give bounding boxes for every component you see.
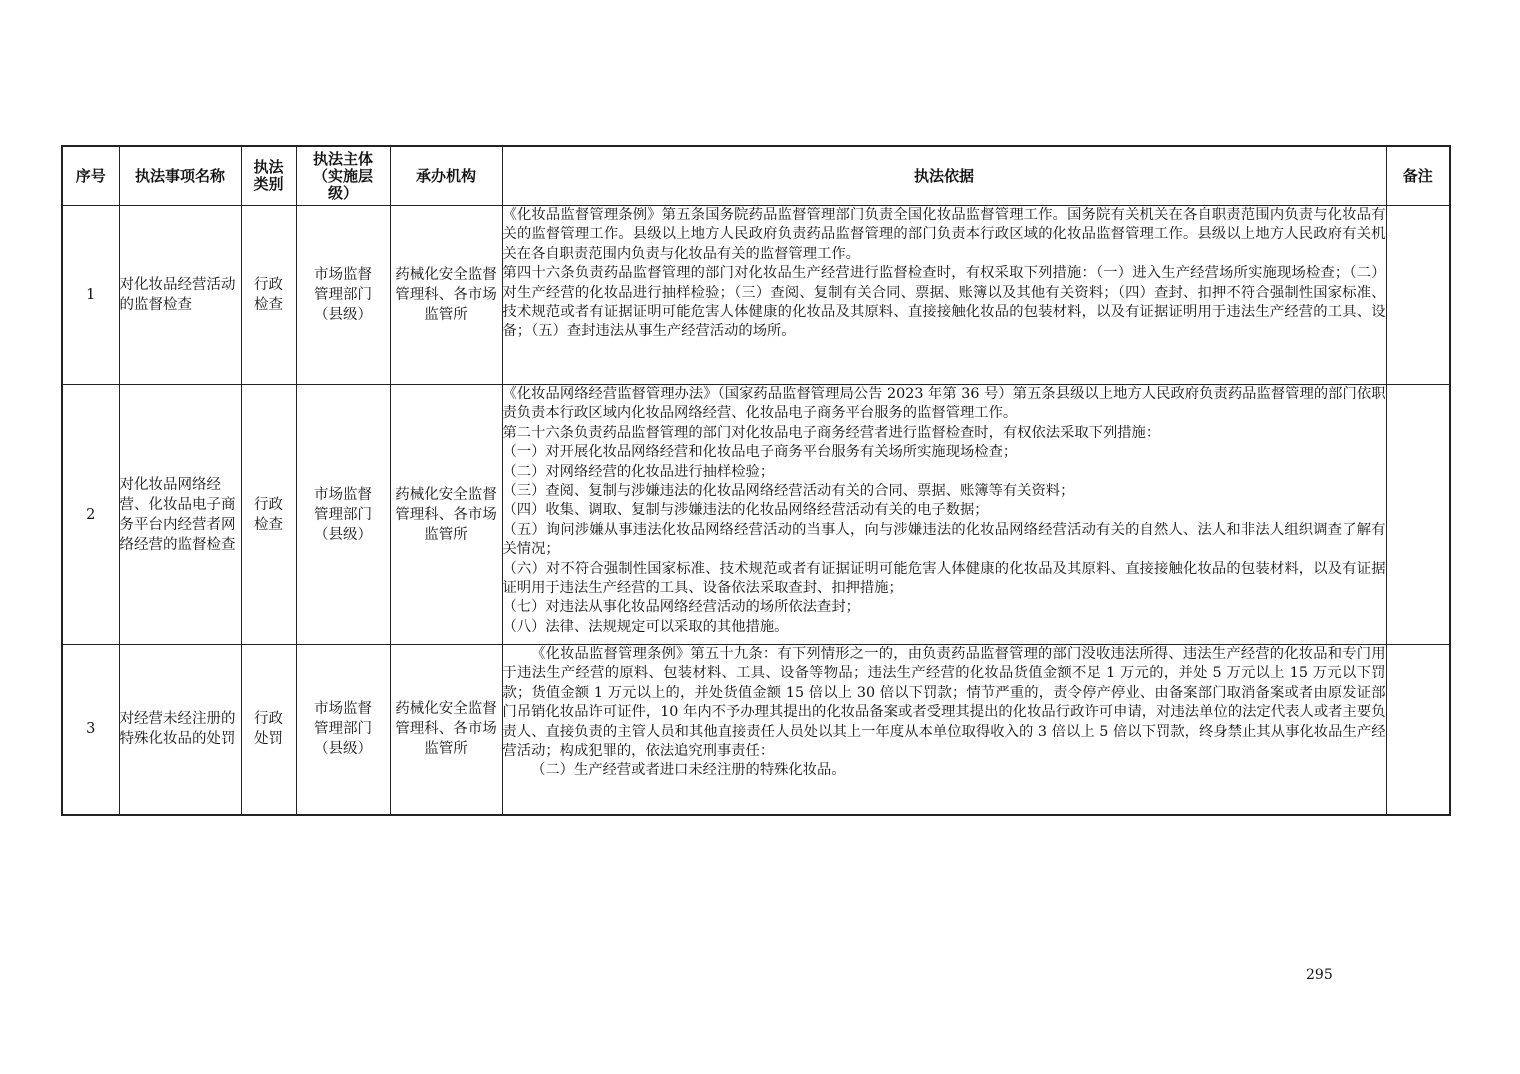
- row-subject: 市场监督管理部门（县级）: [296, 206, 390, 385]
- basis-paragraph: （三）查阅、复制与涉嫌违法的化妆品网络经营活动有关的合同、票据、账簿等有关资料；: [502, 483, 1075, 500]
- row-remarks: [1386, 645, 1450, 815]
- basis-paragraph: （八）法律、法规规定可以采取的其他措施。: [502, 618, 789, 635]
- row-category: 行政检查: [241, 206, 296, 385]
- header-seq: 序号: [62, 146, 119, 206]
- page-number: 295: [1306, 967, 1333, 983]
- enforcement-table: [61, 145, 1451, 816]
- table-row: [62, 206, 1450, 385]
- header-office: 承办机构: [390, 146, 502, 206]
- header-item-name: 执法事项名称: [119, 146, 241, 206]
- basis-paragraph: （二）生产经营或者进口未经注册的特殊化妆品。: [531, 762, 846, 779]
- row-office: 药械化安全监督管理科、各市场监管所: [390, 385, 502, 645]
- basis-paragraph: 《化妆品监督管理条例》第五条国务院药品监督管理部门负责全国化妆品监督管理工作。国务院有关机关在各自职责范围内负责与化妆品有关的监督管理工作。县级以上地方人民政府负责药品监督管理的部门负责本行政区域的化妆品监督管理工作。县级以上地方人民政府有关机关在各自职责范围内负责与化妆品有关的监督管理工作。: [502, 207, 1386, 262]
- header-basis: 执法依据: [502, 146, 1386, 206]
- row-item-name: 对经营未经注册的特殊化妆品的处罚: [119, 645, 241, 815]
- row-basis: [502, 645, 1386, 815]
- basis-paragraph: （七）对违法从事化妆品网络经营活动的场所依法查封；: [502, 599, 860, 616]
- basis-paragraph: 《化妆品监督管理条例》第五十九条：有下列情形之一的，由负责药品监督管理的部门没收违法所得、违法生产经营的化妆品和专门用于违法生产经营的原料、包装材料、工具、设备等物品；违法生产经营的化妆品货值金额不足 1 万元的，并处 5 万元以上 15 万元以下罚款；货值金额 1 万元以上的，并处货值金额 15 倍以上 30 倍以下罚款；情节严重的，责令停产停业、由备案部门取消备案或者由原发证部门吊销化妆品许可证件，10 年内不予办理其提出的化妆品备案或者受理其提出的化妆品行政许可申请，对违法单位的法定代表人或者主要负责人、直接负责的主管人员和其他直接责任人员处以其上一年度从本单位取得收入的 3 倍以上 5 倍以下罚款，终身禁止其从事化妆品生产经营活动；构成犯罪的，依法追究刑事责任：: [502, 646, 1386, 760]
- header-category: 执法类别: [241, 146, 296, 206]
- basis-paragraph: （六）对不符合强制性国家标准、技术规范或者有证据证明可能危害人体健康的化妆品及其原料、直接接触化妆品的包装材料，以及有证据证明用于违法生产经营的工具、设备依法采取查封、扣押措施；: [502, 560, 1386, 597]
- basis-paragraph: （二）对网络经营的化妆品进行抽样检验；: [502, 463, 775, 480]
- row-category: 行政处罚: [241, 645, 296, 815]
- table-row: [62, 645, 1450, 815]
- basis-paragraph: 《化妆品网络经营监督管理办法》（国家药品监督管理局公告 2023 年第 36 号）第五条县级以上地方人民政府负责药品监督管理的部门依职责负责本行政区域内化妆品网络经营、化妆品电子商务平台服务的监督管理工作。: [502, 386, 1386, 422]
- row-subject: 市场监督管理部门（县级）: [296, 385, 390, 645]
- row-remarks: [1386, 385, 1450, 645]
- basis-paragraph: （五）询问涉嫌从事违法化妆品网络经营活动的当事人，向与涉嫌违法的化妆品网络经营活动有关的自然人、法人和非法人组织调查了解有关情况；: [502, 521, 1386, 558]
- basis-paragraph: （四）收集、调取、复制与涉嫌违法的化妆品网络经营活动有关的电子数据；: [502, 502, 989, 519]
- row-item-name: 对化妆品网络经营、化妆品电子商务平台内经营者网络经营的监督检查: [119, 385, 241, 645]
- row-category: 行政检查: [241, 385, 296, 645]
- row-seq: 2: [62, 385, 119, 645]
- table-row: [62, 385, 1450, 645]
- row-item-name: 对化妆品经营活动的监督检查: [119, 206, 241, 385]
- header-row: [62, 146, 1450, 206]
- row-office: 药械化安全监督管理科、各市场监管所: [390, 206, 502, 385]
- row-seq: 3: [62, 645, 119, 815]
- basis-paragraph: （一）对开展化妆品网络经营和化妆品电子商务平台服务有关场所实施现场检查；: [502, 444, 1018, 461]
- row-subject: 市场监督管理部门（县级）: [296, 645, 390, 815]
- header-remarks: 备注: [1386, 146, 1450, 206]
- row-seq: 1: [62, 206, 119, 385]
- row-basis: [502, 385, 1386, 645]
- basis-paragraph: 第二十六条负责药品监督管理的部门对化妆品电子商务经营者进行监督检查时，有权依法采取下列措施：: [502, 424, 1161, 441]
- basis-paragraph: 第四十六条负责药品监督管理的部门对化妆品生产经营进行监督检查时，有权采取下列措施：（一）进入生产经营场所实施现场检查；（二）对生产经营的化妆品进行抽样检验；（三）查阅、复制有关合同、票据、账簿以及其他有关资料；（四）查封、扣押不符合强制性国家标准、技术规范或者有证据证明可能危害人体健康的化妆品及其原料、直接接触化妆品的包装材料，以及有证据证明用于违法生产经营的工具、设备；（五）查封违法从事生产经营活动的场所。: [502, 265, 1386, 340]
- header-subject: 执法主体（实施层级）: [296, 146, 390, 206]
- row-remarks: [1386, 206, 1450, 385]
- row-basis: [502, 206, 1386, 385]
- row-office: 药械化安全监督管理科、各市场监管所: [390, 645, 502, 815]
